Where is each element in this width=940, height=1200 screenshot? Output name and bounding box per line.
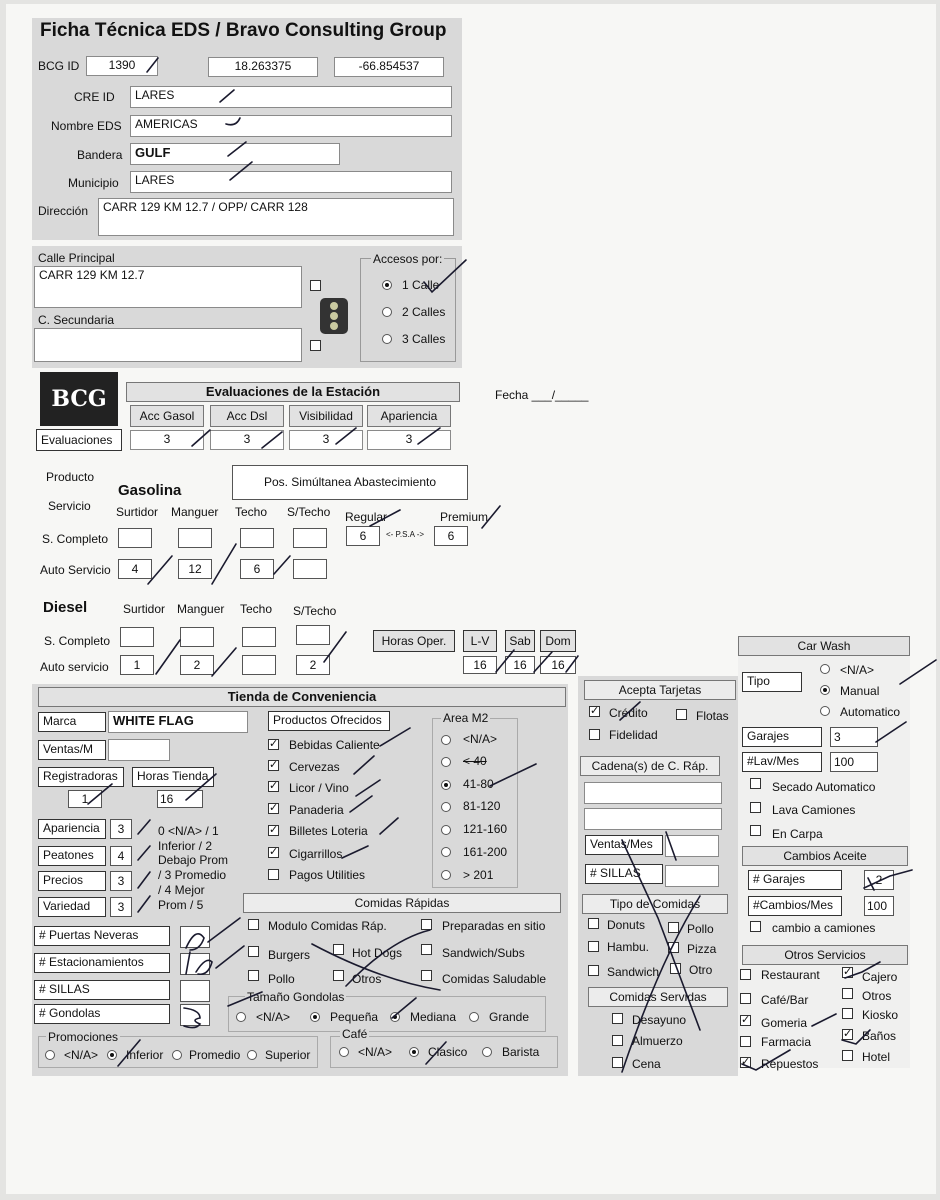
modulo-label: Modulo Comidas Ráp. (268, 919, 387, 933)
gomeria-checkbox[interactable]: ✓ (741, 1014, 751, 1026)
flotas-checkbox[interactable] (676, 709, 687, 720)
gas-techo-header: Techo (235, 505, 268, 519)
cw-manual-label: Manual (840, 684, 880, 698)
cafe-na-radio[interactable] (339, 1047, 349, 1057)
area-201-radio[interactable] (441, 870, 451, 880)
area-label: Area M2 (443, 711, 489, 725)
credito-checkbox[interactable]: ✓ (590, 705, 600, 717)
sandwich-tipo-label: Sandwich (607, 965, 660, 979)
accesos-label: Accesos por: (373, 252, 443, 266)
bcg-logo: BCG (40, 372, 118, 426)
rating-legend-6: Prom / 5 (158, 898, 204, 912)
cena-checkbox[interactable] (612, 1057, 623, 1068)
hotel-label: Hotel (862, 1050, 891, 1064)
tamano-grande-radio[interactable] (469, 1012, 479, 1022)
horas-oper-label: Horas Oper. (373, 630, 455, 652)
cervezas-checkbox[interactable]: ✓ (269, 759, 279, 771)
peatones-rating[interactable]: 4 (110, 846, 132, 866)
otros-servicios-label: Otros (862, 989, 892, 1003)
cre-id-label: CRE ID (74, 90, 115, 104)
horas-tienda-label: Horas Tienda (132, 767, 214, 787)
secado-checkbox[interactable] (750, 778, 761, 789)
restaurant-checkbox[interactable] (740, 969, 751, 980)
dsl-sc-manguer[interactable] (180, 627, 214, 647)
dsl-sc-surtidor[interactable] (120, 627, 154, 647)
desayuno-label: Desayuno (632, 1013, 687, 1027)
nombre-eds-label: Nombre EDS (51, 119, 122, 133)
apariencia-label: Apariencia (38, 819, 106, 839)
cre-id-field[interactable]: LARES (130, 86, 452, 108)
cadena-field-2[interactable] (584, 808, 722, 830)
promo-superior-radio[interactable] (247, 1050, 257, 1060)
carwash-title: Car Wash (738, 636, 910, 656)
dsl-sc-techo[interactable] (242, 627, 276, 647)
direccion-label: Dirección (38, 204, 89, 218)
tamano-na-label: <N/A> (256, 1010, 291, 1024)
dsl-auto-label: Auto servicio (40, 660, 109, 674)
gas-sc-manguer[interactable] (178, 528, 212, 548)
acc-dsl-field[interactable]: 3 (210, 430, 284, 450)
calle-principal-field[interactable]: CARR 129 KM 12.7 (34, 266, 302, 308)
aceite-title: Cambios Aceite (742, 846, 908, 866)
area-41-80-radio[interactable] (441, 780, 451, 790)
regular-label: Regular (345, 510, 388, 524)
rating-legend-5: / 4 Mejor (158, 883, 205, 897)
area-161-200-radio[interactable] (441, 847, 451, 857)
licor-label: Licor / Vino (289, 781, 349, 795)
calle-secundaria-label: C. Secundaria (38, 313, 115, 327)
dsl-sc-stecho[interactable] (296, 625, 330, 645)
area-41-80-label: 41-80 (463, 777, 494, 791)
promo-superior-label: Superior (265, 1048, 311, 1062)
lav-mes-label: #Lav/Mes (742, 752, 822, 772)
repuestos-label: Repuestos (761, 1057, 819, 1071)
cafe-clasico-label: Clasico (428, 1045, 468, 1059)
cw-na-radio[interactable] (820, 664, 830, 674)
cambios-mes-label: #Cambios/Mes (748, 896, 842, 916)
cadena-field-1[interactable] (584, 782, 722, 804)
acceso-3-label: 3 Calles (402, 332, 446, 346)
cw-na-label: <N/A> (840, 663, 875, 677)
cafe-bar-checkbox[interactable] (740, 993, 751, 1004)
aceite-garajes-field[interactable]: 2 (864, 870, 894, 890)
cambio-camiones-label: cambio a camiones (772, 921, 876, 935)
carpa-label: En Carpa (772, 827, 823, 841)
diesel-title: Diesel (43, 599, 88, 616)
nombre-eds-field[interactable]: AMERICAS (130, 115, 452, 137)
otros-comidas-checkbox[interactable] (333, 970, 344, 981)
variedad-rating[interactable]: 3 (110, 897, 132, 917)
premium-field[interactable]: 6 (434, 526, 468, 546)
marca-label: Marca (38, 712, 106, 732)
ventas-mes-label: Ventas/Mes (585, 835, 663, 855)
dsl-scompleto-label: S. Completo (44, 634, 111, 648)
pizza-label: Pizza (687, 942, 717, 956)
burgers-label: Burgers (268, 948, 311, 962)
municipio-field[interactable]: LARES (130, 171, 452, 193)
sandwich-tipo-checkbox[interactable] (588, 965, 599, 976)
apariencia-field[interactable]: 3 (367, 430, 451, 450)
comidas-rapidas-title: Comidas Rápidas (243, 893, 561, 913)
gas-as-techo[interactable]: 6 (240, 559, 274, 579)
preparadas-checkbox[interactable] (421, 919, 432, 930)
apariencia-header: Apariencia (367, 405, 451, 427)
almuerzo-label: Almuerzo (632, 1034, 683, 1048)
pollo-label: Pollo (268, 972, 295, 986)
registradoras-field[interactable]: 1 (68, 790, 102, 808)
dsl-manguer-header: Manguer (177, 602, 225, 616)
pagos-label: Pagos Utilities (289, 868, 366, 882)
carpa-checkbox[interactable] (750, 825, 761, 836)
dsl-techo-header: Techo (240, 602, 273, 616)
pos-simultanea-label: Pos. Simúltanea Abastecimiento (232, 465, 468, 500)
sab-field[interactable]: 16 (505, 656, 535, 674)
lava-camiones-checkbox[interactable] (750, 802, 761, 813)
rating-legend-2: Inferior / 2 (158, 839, 213, 853)
tamano-mediana-label: Mediana (410, 1010, 457, 1024)
sillas-label: # SILLAS (34, 980, 170, 1000)
donuts-label: Donuts (607, 918, 646, 932)
aceite-garajes-label: # Garajes (748, 870, 842, 890)
saludable-label: Comidas Saludable (442, 972, 547, 986)
psa-label: <- P.S.A -> (386, 530, 425, 539)
calle-secundaria-field[interactable] (34, 328, 302, 362)
gas-sc-surtidor[interactable] (118, 528, 152, 548)
tamano-grande-label: Grande (489, 1010, 530, 1024)
dsl-as-surtidor[interactable]: 1 (120, 655, 154, 675)
pollo-checkbox[interactable] (248, 970, 259, 981)
promo-na-label: <N/A> (64, 1048, 99, 1062)
area-121-160-label: 121-160 (463, 822, 508, 836)
calle-secundaria-checkbox[interactable] (310, 340, 321, 351)
promo-promedio-label: Promedio (189, 1048, 241, 1062)
gondolas-field[interactable] (180, 1004, 210, 1026)
rating-legend-4: / 3 Promedio (158, 868, 227, 882)
farmacia-label: Farmacia (761, 1035, 812, 1049)
sandwich-subs-checkbox[interactable] (421, 944, 432, 955)
gas-stecho-header: S/Techo (287, 505, 331, 519)
cw-manual-radio[interactable] (820, 685, 830, 695)
bcg-id-field[interactable]: 1390 (86, 56, 158, 76)
ventas-mes-field[interactable] (665, 835, 719, 857)
bandera-field[interactable]: GULF (130, 143, 340, 165)
pollo-tipo-checkbox[interactable] (668, 922, 679, 933)
credito-label: Crédito (609, 706, 648, 720)
loteria-label: Billetes Loteria (289, 824, 368, 838)
fidelidad-checkbox[interactable] (589, 729, 600, 740)
donuts-checkbox[interactable] (588, 918, 599, 929)
bebidas-checkbox[interactable]: ✓ (269, 738, 279, 750)
marca-field[interactable]: WHITE FLAG (108, 711, 248, 733)
tipo-comidas-title: Tipo de Comidas (582, 894, 728, 914)
ventas-field[interactable] (108, 739, 170, 761)
gondolas-label: # Gondolas (34, 1004, 170, 1024)
cafe-barista-radio[interactable] (482, 1047, 492, 1057)
acceso-2-label: 2 Calles (402, 305, 446, 319)
gas-scompleto-label: S. Completo (42, 532, 109, 546)
otro-tipo-label: Otro (689, 963, 713, 977)
loteria-checkbox[interactable]: ✓ (269, 824, 279, 836)
gas-as-manguer[interactable]: 12 (178, 559, 212, 579)
gas-sc-stecho[interactable] (293, 528, 327, 548)
area-81-120-radio[interactable] (441, 802, 451, 812)
cajero-checkbox[interactable]: ✓ (843, 966, 853, 978)
estacionamientos-label: # Estacionamientos (34, 953, 170, 973)
gas-surtidor-header: Surtidor (116, 505, 159, 519)
cervezas-label: Cervezas (289, 760, 340, 774)
cafe-label: Café (342, 1027, 368, 1041)
precios-label: Precios (38, 871, 106, 891)
calle-principal-checkbox[interactable] (310, 280, 321, 291)
gas-as-surtidor[interactable]: 4 (118, 559, 152, 579)
promo-promedio-radio[interactable] (172, 1050, 182, 1060)
cw-automatico-label: Automatico (840, 705, 901, 719)
acceso-1-label: 1 Calle (402, 278, 440, 292)
precios-rating[interactable]: 3 (110, 871, 132, 891)
preparadas-label: Preparadas en sitio (442, 919, 546, 933)
otro-tipo-checkbox[interactable] (670, 963, 681, 974)
desayuno-checkbox[interactable] (612, 1013, 623, 1024)
kiosko-label: Kiosko (862, 1008, 899, 1022)
panaderia-label: Panaderia (289, 803, 344, 817)
evaluaciones-label: Evaluaciones (36, 429, 122, 451)
cena-label: Cena (632, 1057, 661, 1071)
gas-manguer-header: Manguer (171, 505, 219, 519)
area-na-label: <N/A> (463, 732, 498, 746)
fecha-label: Fecha ___/_____ (495, 388, 589, 402)
apariencia-rating[interactable]: 3 (110, 819, 132, 839)
sandwich-subs-label: Sandwich/Subs (442, 946, 525, 960)
repuestos-checkbox[interactable]: ✓ (741, 1056, 751, 1068)
acc-dsl-header: Acc Dsl (210, 405, 284, 427)
pagos-checkbox[interactable] (268, 869, 279, 880)
secado-label: Secado Automatico (772, 780, 876, 794)
area-201-label: > 201 (463, 868, 494, 882)
visibilidad-field[interactable]: 3 (289, 430, 363, 450)
hotdogs-label: Hot Dogs (352, 946, 403, 960)
cadena-title: Cadena(s) de C. Ráp. (580, 756, 720, 776)
gas-as-stecho[interactable] (293, 559, 327, 579)
hotel-checkbox[interactable] (842, 1050, 853, 1061)
premium-label: Premium (440, 510, 489, 524)
fidelidad-label: Fidelidad (609, 728, 658, 742)
cafe-clasico-radio[interactable] (409, 1047, 419, 1057)
acceso-3-radio[interactable] (382, 334, 392, 344)
cafe-barista-label: Barista (502, 1045, 540, 1059)
restaurant-label: Restaurant (761, 968, 820, 982)
dsl-as-stecho[interactable]: 2 (296, 655, 330, 675)
licor-checkbox[interactable]: ✓ (269, 780, 279, 792)
tamano-pequena-label: Pequeña (330, 1010, 379, 1024)
regular-field[interactable]: 6 (346, 526, 380, 546)
promo-na-radio[interactable] (45, 1050, 55, 1060)
evaluaciones-title: Evaluaciones de la Estación (126, 382, 460, 402)
dom-field[interactable]: 16 (540, 656, 576, 674)
otros-comidas-label: Otros (352, 972, 382, 986)
lava-camiones-label: Lava Camiones (772, 803, 856, 817)
otros-servicios-checkbox[interactable] (842, 988, 853, 999)
modulo-checkbox[interactable] (248, 919, 259, 930)
dsl-as-manguer[interactable]: 2 (180, 655, 214, 675)
tarjetas-title: Acepta Tarjetas (584, 680, 736, 700)
cw-garajes-field[interactable]: 3 (830, 727, 878, 747)
dsl-stecho-header: S/Techo (293, 604, 337, 618)
promo-inferior-label: Inferior (126, 1048, 164, 1062)
tamano-pequena-radio[interactable] (310, 1012, 320, 1022)
tipo-label: Tipo (742, 672, 802, 692)
calle-principal-label: Calle Principal (38, 251, 115, 265)
hotdogs-checkbox[interactable] (333, 944, 344, 955)
cw-garajes-label: Garajes (742, 727, 822, 747)
burgers-checkbox[interactable] (248, 946, 259, 957)
bebidas-label: Bebidas Caliente (289, 738, 380, 752)
cambio-camiones-checkbox[interactable] (750, 921, 761, 932)
productos-ofrecidos-label: Productos Ofrecidos (268, 711, 390, 731)
banos-label: Baños (862, 1029, 897, 1043)
hambu-label: Hambu. (607, 940, 650, 954)
form-title: Ficha Técnica EDS / Bravo Consulting Group (40, 20, 447, 41)
chain-sillas-field[interactable] (665, 865, 719, 887)
latitude-field[interactable]: 18.263375 (208, 57, 318, 77)
tamano-mediana-radio[interactable] (390, 1012, 400, 1022)
dsl-as-techo[interactable] (242, 655, 276, 675)
gas-auto-label: Auto Servicio (40, 563, 111, 577)
acceso-2-radio[interactable] (382, 307, 392, 317)
sillas-field[interactable] (180, 980, 210, 1002)
cajero-label: Cajero (862, 970, 898, 984)
almuerzo-checkbox[interactable] (612, 1035, 623, 1046)
cigarrillos-label: Cigarrillos (289, 847, 343, 861)
lv-field[interactable]: 16 (463, 656, 497, 674)
cigarrillos-checkbox[interactable]: ✓ (269, 846, 279, 858)
longitude-field[interactable]: -66.854537 (334, 57, 444, 77)
promo-inferior-radio[interactable] (107, 1050, 117, 1060)
area-161-200-label: 161-200 (463, 845, 508, 859)
horas-tienda-field[interactable]: 16 (157, 790, 203, 808)
cafe-bar-label: Café/Bar (761, 993, 809, 1007)
cw-automatico-radio[interactable] (820, 706, 830, 716)
kiosko-checkbox[interactable] (842, 1008, 853, 1019)
pizza-checkbox[interactable] (668, 942, 679, 953)
tamano-na-radio[interactable] (236, 1012, 246, 1022)
peatones-label: Peatones (38, 846, 106, 866)
banos-checkbox[interactable]: ✓ (843, 1028, 853, 1040)
direccion-field[interactable]: CARR 129 KM 12.7 / OPP/ CARR 128 (98, 198, 454, 236)
estacionamientos-field[interactable] (180, 953, 210, 975)
puertas-neveras-field[interactable] (180, 926, 210, 948)
pollo-tipo-label: Pollo (687, 922, 714, 936)
producto-label: Producto (46, 470, 95, 484)
saludable-checkbox[interactable] (421, 970, 432, 981)
cambios-mes-field[interactable]: 100 (864, 896, 894, 916)
area-121-160-radio[interactable] (441, 825, 451, 835)
acceso-1-radio[interactable] (382, 280, 392, 290)
lv-header: L-V (463, 630, 497, 652)
comidas-servidas-title: Comidas Servidas (588, 987, 728, 1007)
bandera-label: Bandera (77, 148, 123, 162)
cafe-na-label: <N/A> (358, 1045, 393, 1059)
rating-legend-1: 0 <N/A> / 1 (158, 824, 219, 838)
bcg-id-label: BCG ID (38, 59, 80, 73)
variedad-label: Variedad (38, 897, 106, 917)
gasolina-title: Gasolina (118, 482, 182, 499)
gomeria-label: Gomeria (761, 1016, 808, 1030)
registradoras-label: Registradoras (38, 767, 124, 787)
servicio-label: Servicio (48, 499, 91, 513)
area-na-radio[interactable] (441, 735, 451, 745)
panaderia-checkbox[interactable]: ✓ (269, 802, 279, 814)
traffic-light-icon (320, 298, 348, 334)
visibilidad-header: Visibilidad (289, 405, 363, 427)
sab-header: Sab (505, 630, 535, 652)
area-40-radio[interactable] (441, 757, 451, 767)
acc-gasol-field[interactable]: 3 (130, 430, 204, 450)
tamano-label: Tamaño Gondolas (247, 990, 345, 1004)
area-81-120-label: 81-120 (463, 799, 501, 813)
farmacia-checkbox[interactable] (740, 1036, 751, 1047)
rating-legend-3: Debajo Prom (158, 853, 229, 867)
municipio-label: Municipio (68, 176, 119, 190)
hambu-checkbox[interactable] (588, 941, 599, 952)
puertas-neveras-label: # Puertas Neveras (34, 926, 170, 946)
flotas-label: Flotas (696, 709, 729, 723)
dsl-surtidor-header: Surtidor (123, 602, 166, 616)
promociones-label: Promociones (48, 1030, 119, 1044)
ventas-label: Ventas/M (38, 740, 106, 760)
dom-header: Dom (540, 630, 576, 652)
lav-mes-field[interactable]: 100 (830, 752, 878, 772)
otros-servicios-title: Otros Servicios (742, 945, 908, 965)
acc-gasol-header: Acc Gasol (130, 405, 204, 427)
area-40-label: < 40 (463, 754, 487, 768)
chain-sillas-label: # SILLAS (585, 864, 663, 884)
gas-sc-techo[interactable] (240, 528, 274, 548)
tienda-title: Tienda de Conveniencia (38, 687, 566, 707)
